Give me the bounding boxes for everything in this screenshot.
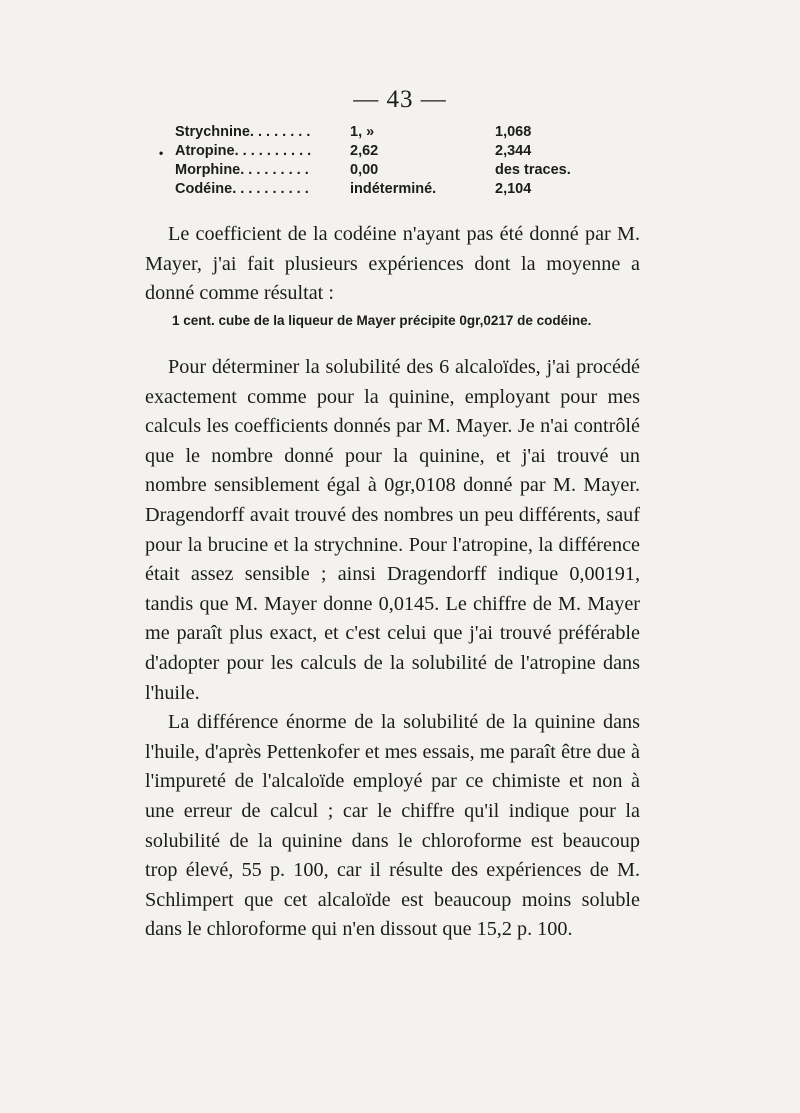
alkaloid-value-2: 1,068 bbox=[495, 124, 532, 140]
table-row bbox=[175, 162, 595, 181]
codeine-result-note: 1 cent. cube de la liqueur de Mayer précipite 0gr,0217 de codéine. bbox=[172, 313, 592, 328]
alkaloid-value-2: 2,104 bbox=[495, 181, 532, 197]
alkaloid-name: Atropine. . . . . . . . . . bbox=[175, 143, 312, 159]
alkaloid-table bbox=[159, 124, 595, 200]
alkaloid-value-1: 2,62 bbox=[350, 143, 379, 159]
table-row bbox=[159, 143, 595, 162]
alkaloid-value-2: 2,344 bbox=[495, 143, 532, 159]
table-row bbox=[175, 124, 595, 143]
alkaloid-name: Codéine. . . . . . . . . . bbox=[175, 181, 309, 197]
alkaloid-name: Strychnine. . . . . . . . bbox=[175, 124, 311, 140]
paragraph-block bbox=[145, 353, 640, 945]
alkaloid-value-1: 0,00 bbox=[350, 162, 379, 178]
table-row bbox=[175, 181, 595, 200]
paragraph-solubility-method: Pour déterminer la solubilité des 6 alcaloïdes, j'ai procédé exactement comme pour la quinine, employant pour mes calculs les coefficients donnés par M. Mayer. Je n'ai contrôlé que le nombre donné pour la quinine, et j'ai trouvé un nombre sensiblement égal à 0gr,0108 donné par M. Mayer. Dragendorff avait trouvé des nombres un peu différents, sauf pour la brucine et la strychnine. Pour l'atropine, la différence était assez sensible ; ainsi Dragendorff indique 0,00191, tandis que M. Mayer donne 0,0145. Le chiffre de M. Mayer me paraît plus exact, et c'est celui que j'ai trouvé préférable d'adopter pour les calculs de la solubilité de l'atropine dans l'huile. bbox=[145, 356, 640, 704]
alkaloid-value-2: des traces. bbox=[495, 162, 571, 178]
alkaloid-name: Morphine. . . . . . . . . bbox=[175, 162, 309, 178]
row-bullet: • bbox=[159, 146, 164, 160]
paragraph-quinine-difference: La différence énorme de la solubilité de la quinine dans l'huile, d'après Pettenkofer et mes essais, me paraît être due à l'impureté de l'alcaloïde employé par ce chimiste et non à une erreur de calcul ; car le chiffre qu'il indique pour la solubilité de la quinine dans le chloroforme est beaucoup trop élevé, 55 p. 100, car il résulte des expériences de M. Schlimpert que cet alcaloïde est beaucoup moins soluble dans le chloroforme qui n'en dissout que 15,2 p. 100. bbox=[145, 711, 640, 941]
alkaloid-value-1: indéterminé. bbox=[350, 181, 437, 197]
alkaloid-value-1: 1, » bbox=[350, 124, 375, 140]
page-number: — 43 — bbox=[353, 86, 447, 113]
paragraph-codeine-coefficient: Le coefficient de la codéine n'ayant pas été donné par M. Mayer, j'ai fait plusieurs expériences dont la moyenne a donné comme résultat : bbox=[145, 223, 640, 305]
